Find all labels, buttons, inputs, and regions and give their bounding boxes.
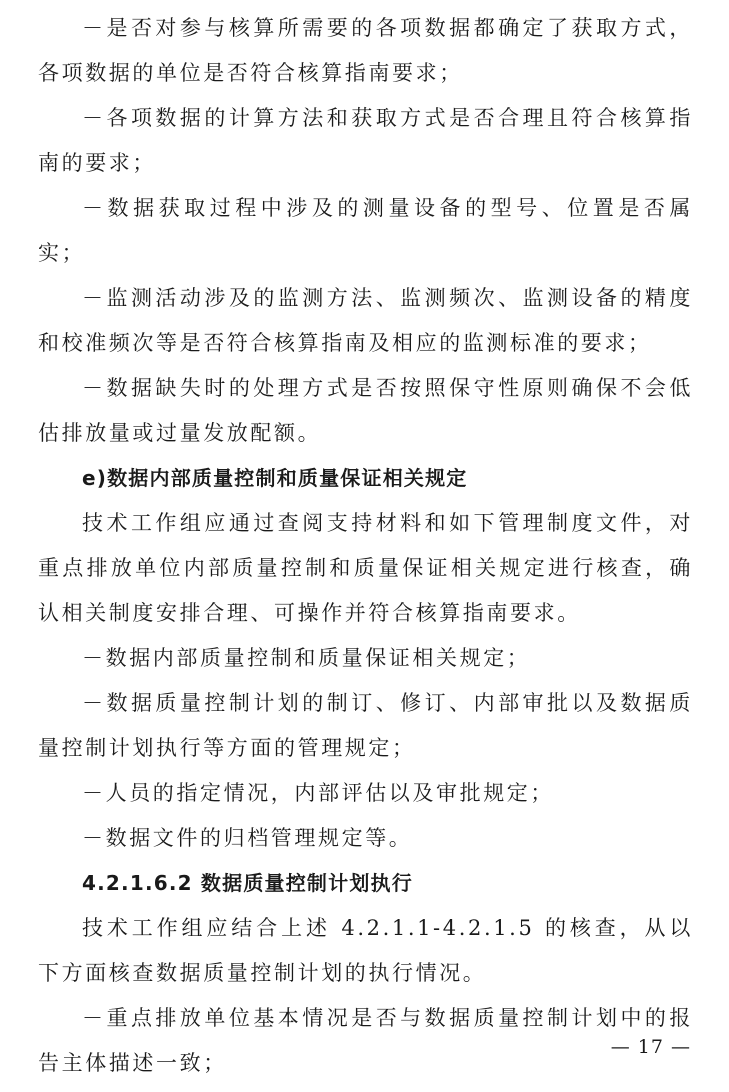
paragraph-7: －数据内部质量控制和质量保证相关规定； xyxy=(82,646,531,670)
section-heading-4-2-1-6-2: 4.2.1.6.2 数据质量控制计划执行 xyxy=(82,871,413,895)
paragraph-8: －数据质量控制计划的制订、修订、内部审批以及数据质量控制计划执行等方面的管理规定； xyxy=(38,691,693,760)
paragraph-11: 技术工作组应结合上述 4.2.1.1-4.2.1.5 的核查，从以下方面核查数据质量控制计划的执行情况。 xyxy=(38,916,693,985)
section-heading-e: e)数据内部质量控制和质量保证相关规定 xyxy=(82,466,468,490)
paragraph-4: －监测活动涉及的监测方法、监测频次、监测设备的精度和校准频次等是否符合核算指南及相应的监测标准的要求； xyxy=(38,286,693,355)
paragraph-9: －人员的指定情况，内部评估以及审批规定； xyxy=(82,781,554,805)
paragraph-6: 技术工作组应通过查阅支持材料和如下管理制度文件，对重点排放单位内部质量控制和质量保证相关规定进行核查，确认相关制度安排合理、可操作并符合核算指南要求。 xyxy=(38,511,693,625)
paragraph-10: －数据文件的归档管理规定等。 xyxy=(82,826,413,850)
page-number: — 17 — xyxy=(610,1036,691,1058)
paragraph-2: －各项数据的计算方法和获取方式是否合理且符合核算指南的要求； xyxy=(38,106,693,175)
paragraph-5: －数据缺失时的处理方式是否按照保守性原则确保不会低估排放量或过量发放配额。 xyxy=(38,376,693,445)
paragraph-12: －重点排放单位基本情况是否与数据质量控制计划中的报告主体描述一致； xyxy=(38,1006,693,1075)
document-page xyxy=(38,6,693,1086)
paragraph-3: －数据获取过程中涉及的测量设备的型号、位置是否属实； xyxy=(38,196,693,265)
paragraph-1: －是否对参与核算所需要的各项数据都确定了获取方式，各项数据的单位是否符合核算指南要求； xyxy=(38,16,693,85)
